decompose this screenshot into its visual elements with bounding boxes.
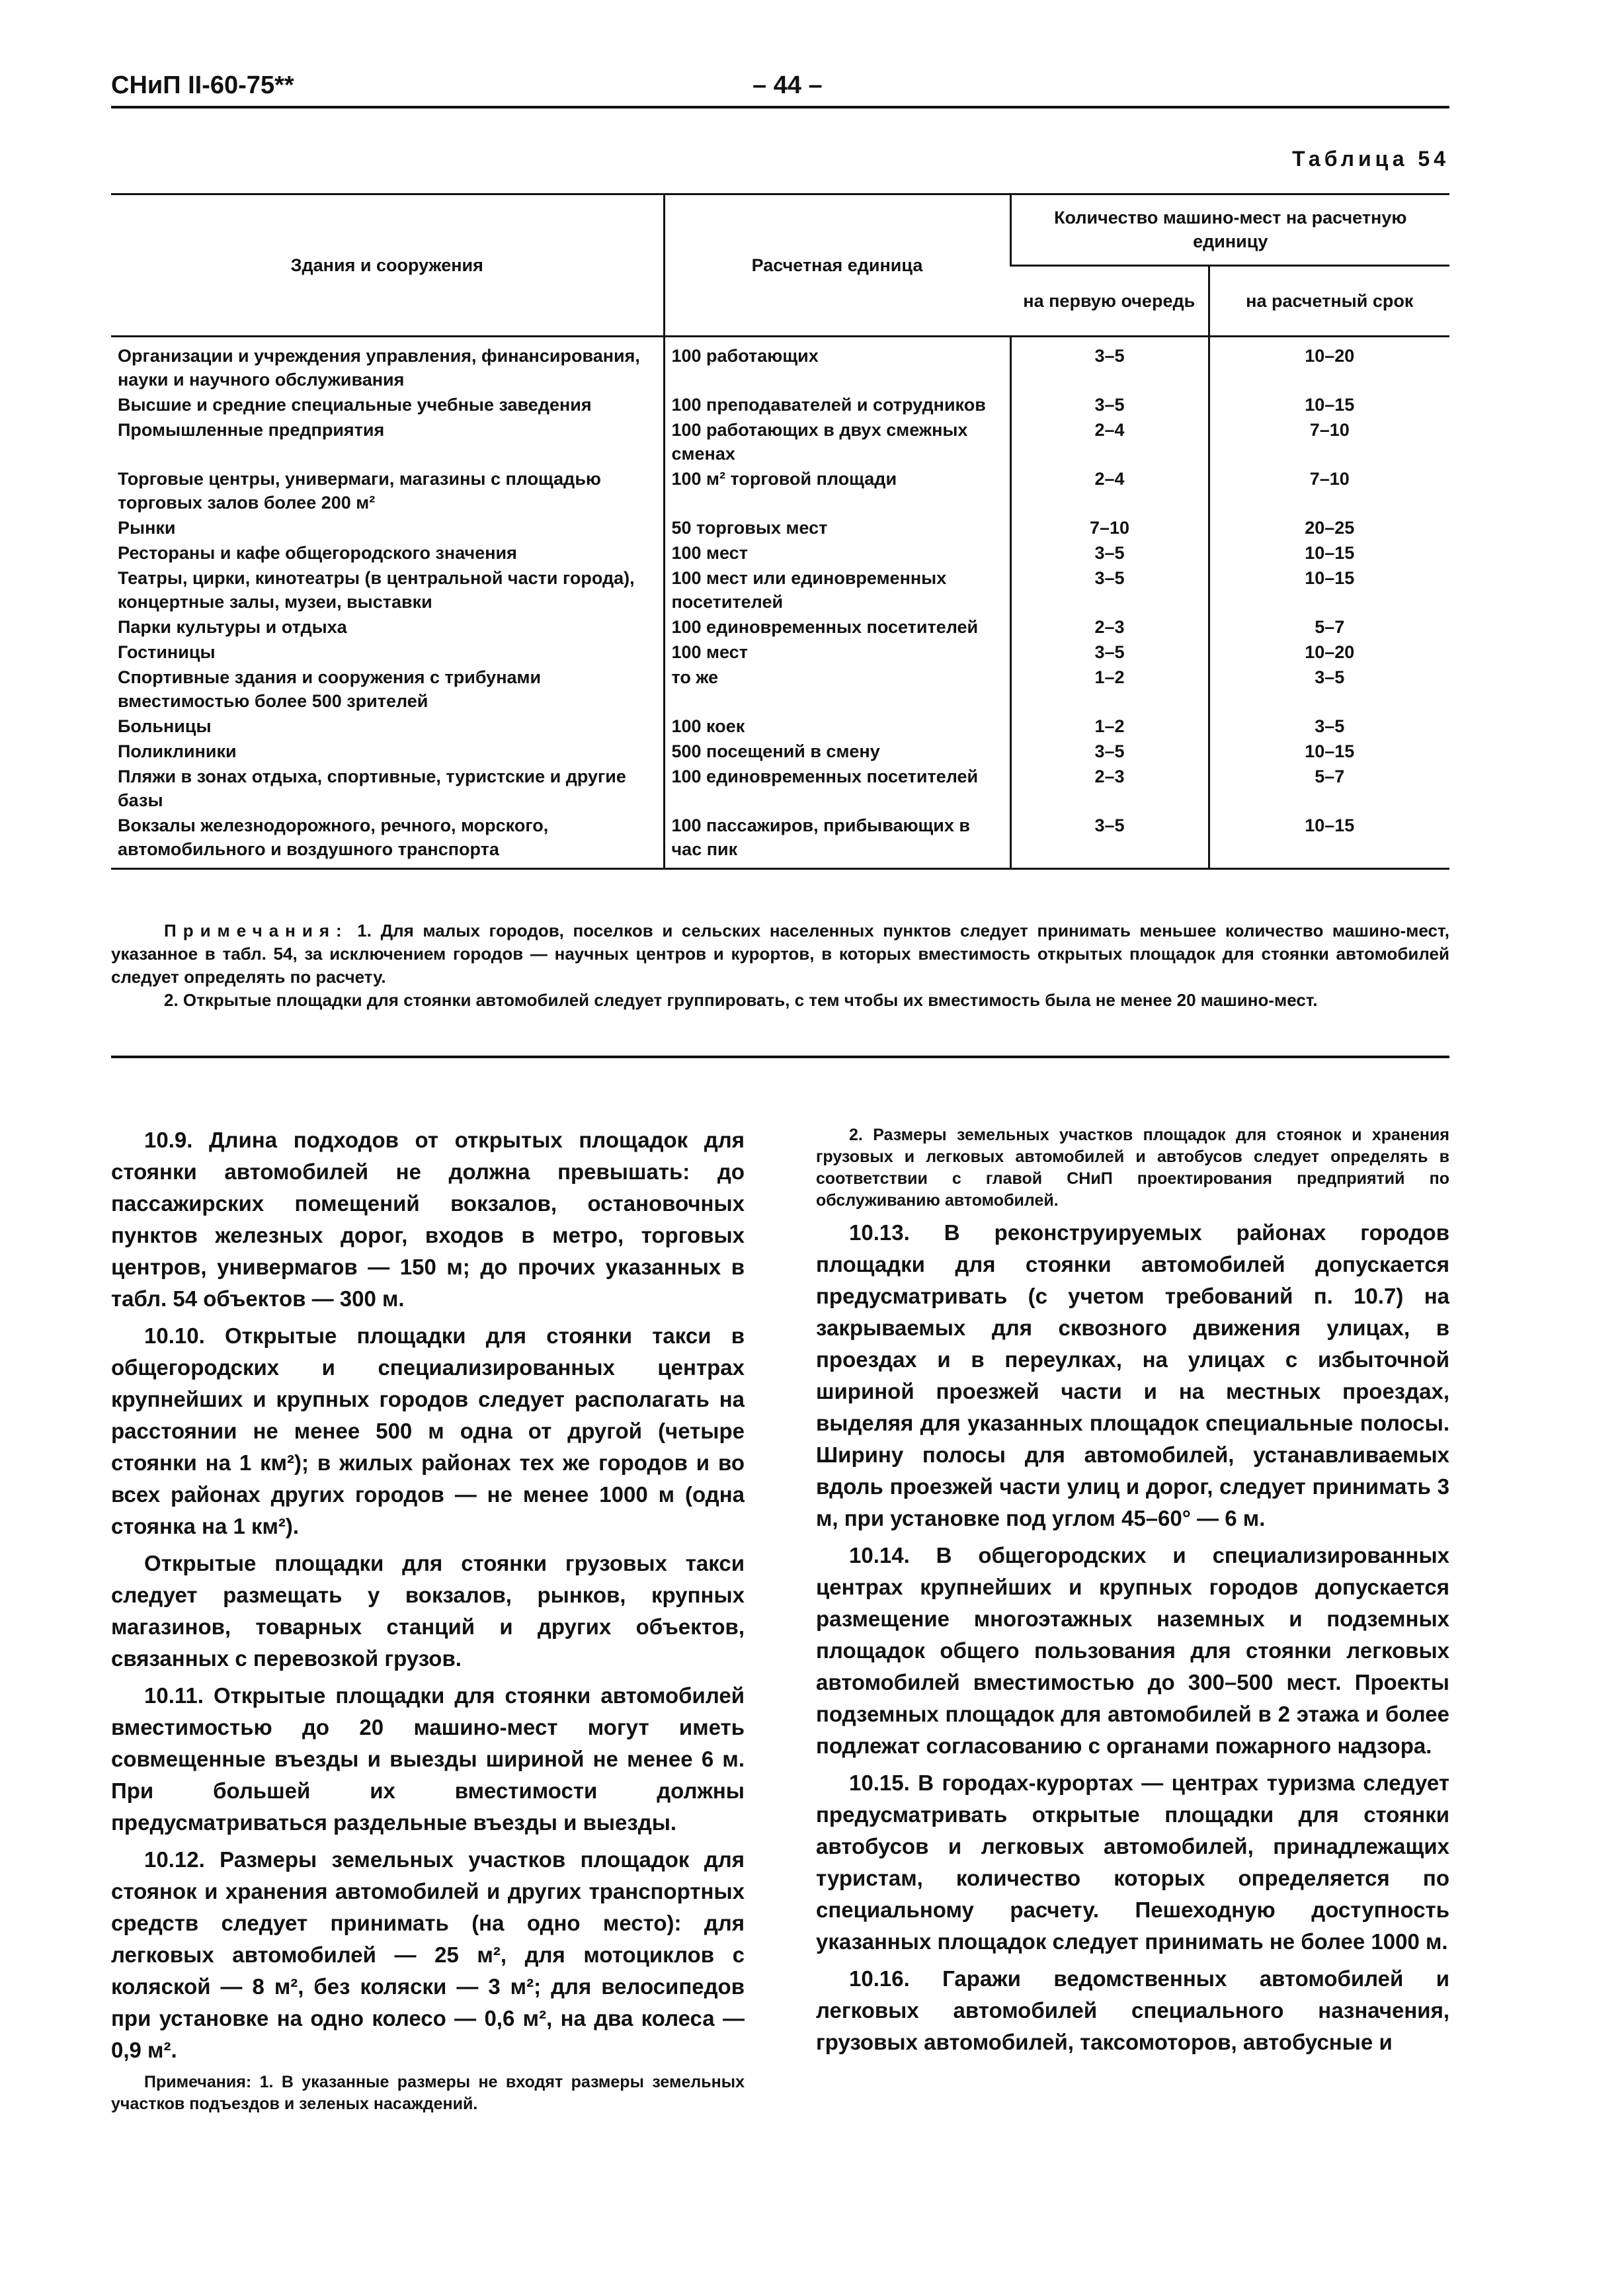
- cell-unit: 100 единовременных посетителей: [664, 614, 1010, 640]
- cell-unit: 100 мест: [664, 540, 1010, 565]
- paragraph-10-13: 10.13. В реконструируемых районах городов площадки для стоянки автомобилей допускается предусматривать (с учетом требований п. 10.7) на закрываемых для сквозного движения улицах, в проездах и в переулках, на улицах с избыточной шириной проезжей части и на местных проездах, выделяя для указанных площадок специальные полосы. Ширину полосы для автомобилей, устанавливаемых вдоль проезжей части улиц и дорог, следует принимать 3 м, при установке под углом 45–60° — 6 м.: [816, 1220, 1449, 1530]
- cell-term: 10–15: [1209, 565, 1449, 614]
- table-row: [111, 614, 1449, 640]
- paragraph-10-9: 10.9. Длина подходов от открытых площадок для стоянки автомобилей не должна превышать: до пассажирских помещений вокзалов, остановочных пунктов железных дорог, входов в метро, торговых центров, универмагов — 150 м; до прочих указанных в табл. 54 объектов — 300 м.: [111, 1128, 745, 1311]
- cell-first: 3–5: [1010, 540, 1209, 565]
- cell-unit: 100 единовременных посетителей: [664, 764, 1010, 813]
- col-header-building: Здания и сооружения: [111, 194, 664, 337]
- cell-building: Рынки: [118, 518, 176, 538]
- cell-term: 5–7: [1209, 764, 1449, 813]
- table-row: [111, 337, 1449, 393]
- table-row: [111, 714, 1449, 739]
- cell-first: 3–5: [1010, 813, 1209, 869]
- cell-first: 2–3: [1010, 764, 1209, 813]
- cell-first: 3–5: [1010, 337, 1209, 393]
- cell-term: 7–10: [1209, 417, 1449, 466]
- cell-term: 3–5: [1209, 665, 1449, 714]
- cell-unit: то же: [664, 665, 1010, 714]
- table-row: [111, 392, 1449, 417]
- col-header-unit: Расчетная единица: [664, 194, 1010, 337]
- paragraph-10-11: 10.11. Открытые площадки для стоянки автомобилей вместимостью до 20 машино-мест могут иметь совмещенные въезды и выезды шириной не менее 6 м. При большей их вместимости должны предусматриваться раздельные въезды и выезды.: [111, 1683, 745, 1835]
- page-header: [111, 71, 1449, 111]
- table-end-rule: [111, 1056, 1449, 1058]
- cell-unit: 100 пассажиров, прибывающих в час пик: [664, 813, 1010, 869]
- cell-first: 3–5: [1010, 640, 1209, 665]
- table-row: [111, 417, 1449, 466]
- cell-building: Театры, цирки, кинотеатры (в центральной части города), концертные залы, музеи, выставки: [118, 568, 635, 612]
- notes-label: Примечания:: [164, 921, 348, 940]
- cell-first: 1–2: [1010, 665, 1209, 714]
- note-10-12-2: 2. Размеры земельных участков площадок для стоянок и хранения грузовых и легковых автомобилей и автобусов следует определять в соответствии с главой СНиП проектирования предприятий по обслуживанию автомобилей.: [816, 1126, 1449, 1210]
- cell-unit: 100 мест или единовременных посетителей: [664, 565, 1010, 614]
- parking-table: [111, 193, 1449, 870]
- cell-term: 10–15: [1209, 540, 1449, 565]
- cell-building: Промышленные предприятия: [118, 420, 385, 440]
- cell-building: Больницы: [118, 716, 212, 736]
- cell-building: Парки культуры и отдыха: [118, 617, 347, 637]
- cell-building: Торговые центры, универмаги, магазины с площадью торговых залов более 200 м²: [118, 469, 601, 513]
- table-row: [111, 466, 1449, 515]
- cell-unit: 100 работающих: [664, 337, 1010, 393]
- paragraph-10-12: 10.12. Размеры земельных участков площадок для стоянок и хранения автомобилей и других транспортных средств следует принимать (на одно место): для легковых автомобилей — 25 м², для мотоциклов с коляской — 8 м², без коляски — 3 м²; для велосипедов при установке на одно колесо — 0,6 м², на два колеса — 0,9 м².: [111, 1847, 745, 2062]
- cell-term: 10–20: [1209, 337, 1449, 393]
- right-column: [816, 1124, 1449, 2064]
- cell-first: 2–3: [1010, 614, 1209, 640]
- cell-building: Пляжи в зонах отдыха, спортивные, туристские и другие базы: [118, 767, 626, 810]
- cell-building: Высшие и средние специальные учебные заведения: [118, 395, 592, 415]
- cell-unit: 50 торговых мест: [664, 515, 1010, 540]
- cell-first: 3–5: [1010, 392, 1209, 417]
- cell-building: Гостиницы: [118, 642, 216, 662]
- cell-first: 7–10: [1010, 515, 1209, 540]
- col-header-term: на расчетный срок: [1209, 265, 1449, 337]
- cell-term: 10–15: [1209, 739, 1449, 764]
- cell-unit: 100 мест: [664, 640, 1010, 665]
- cell-term: 5–7: [1209, 614, 1449, 640]
- table-row: [111, 640, 1449, 665]
- paragraph-10-16: 10.16. Гаражи ведомственных автомобилей и легковых автомобилей специального назначения, грузовых автомобилей, таксомоторов, автобусные и: [816, 1966, 1449, 2054]
- cell-building: Спортивные здания и сооружения с трибунами вместимостью более 500 зрителей: [118, 667, 542, 711]
- note-10-12-1: Примечания: 1. В указанные размеры не входят размеры земельных участков подъездов и зеленых насаждений.: [111, 2073, 745, 2113]
- cell-first: 1–2: [1010, 714, 1209, 739]
- cell-building: Поликлиники: [118, 741, 237, 761]
- cell-unit: 100 работающих в двух смежных сменах: [664, 417, 1010, 466]
- table-row: [111, 764, 1449, 813]
- cell-first: 3–5: [1010, 739, 1209, 764]
- document-code: СНиП II-60-75**: [111, 71, 294, 99]
- table-notes: [111, 919, 1449, 1012]
- paragraph-10-10: 10.10. Открытые площадки для стоянки такси в общегородских и специализированных центрах крупнейших и крупных городов следует располагать на расстоянии не менее 500 м одна от другой (четыре стоянки на 1 км²); в жилых районах тех же городов и во всех районах других городов — не менее 1000 м (одна стоянка на 1 км²).: [111, 1323, 745, 1538]
- col-header-spaces: Количество машино-мест на расчетную единицу: [1010, 194, 1449, 266]
- paragraph-10-10-trucks: Открытые площадки для стоянки грузовых такси следует размещать у вокзалов, рынков, крупных магазинов, товарных станций и других объектов, связанных с перевозкой грузов.: [111, 1551, 745, 1671]
- cell-building: Вокзалы железнодорожного, речного, морского, автомобильного и воздушного транспорта: [111, 813, 664, 869]
- table-row: [111, 540, 1449, 565]
- table-row: [111, 739, 1449, 764]
- header-rule: [111, 106, 1449, 108]
- table-row: [111, 565, 1449, 614]
- table-body: [111, 337, 1449, 869]
- cell-unit: 100 м² торговой площади: [664, 466, 1010, 515]
- cell-building: Организации и учреждения управления, финансирования, науки и научного обслуживания: [118, 346, 640, 390]
- cell-first: 2–4: [1010, 417, 1209, 466]
- paragraph-10-15: 10.15. В городах-курортах — центрах туризма следует предусматривать открытые площадки для стоянки автобусов и легковых автомобилей, принадлежащих туристам, количество которых определяется по специальному расчету. Пешеходную доступность указанных площадок следует принимать не более 1000 м.: [816, 1771, 1449, 1954]
- table-note-1: Примечания: 1. Для малых городов, поселков и сельских населенных пунктов следует принимать меньшее количество машино-мест, указанное в табл. 54, за исключением городов — научных центров и курортов, в которых вместимость открытых площадок для стоянки автомобилей следует определять по расчету.: [111, 921, 1449, 987]
- table-row: [111, 515, 1449, 540]
- col-header-first: на первую очередь: [1010, 265, 1209, 337]
- cell-term: 7–10: [1209, 466, 1449, 515]
- cell-term: 10–15: [1209, 813, 1449, 869]
- cell-term: 10–15: [1209, 392, 1449, 417]
- page-number: – 44 –: [752, 71, 823, 99]
- cell-first: 3–5: [1010, 565, 1209, 614]
- cell-unit: 500 посещений в смену: [664, 739, 1010, 764]
- cell-term: 20–25: [1209, 515, 1449, 540]
- cell-building: Рестораны и кафе общегородского значения: [118, 543, 517, 563]
- cell-unit: 100 преподавателей и сотрудников: [664, 392, 1010, 417]
- cell-term: 10–20: [1209, 640, 1449, 665]
- left-column: [111, 1124, 745, 2120]
- table-note-2: 2. Открытые площадки для стоянки автомобилей следует группировать, с тем чтобы их вместимость была не менее 20 машино-мест.: [164, 990, 1318, 1010]
- cell-unit: 100 коек: [664, 714, 1010, 739]
- cell-first: 2–4: [1010, 466, 1209, 515]
- table-row: [111, 813, 1449, 869]
- paragraph-10-14: 10.14. В общегородских и специализированных центрах крупнейших и крупных городов допускается размещение многоэтажных наземных и подземных площадок общего пользования для стоянки легковых автомобилей вместимостью до 300–500 мест. Проекты подземных площадок для автомобилей в 2 этажа и более подлежат согласованию с органами пожарного надзора.: [816, 1543, 1449, 1758]
- table-caption: Таблица 54: [1292, 147, 1449, 171]
- cell-term: 3–5: [1209, 714, 1449, 739]
- table-row: [111, 665, 1449, 714]
